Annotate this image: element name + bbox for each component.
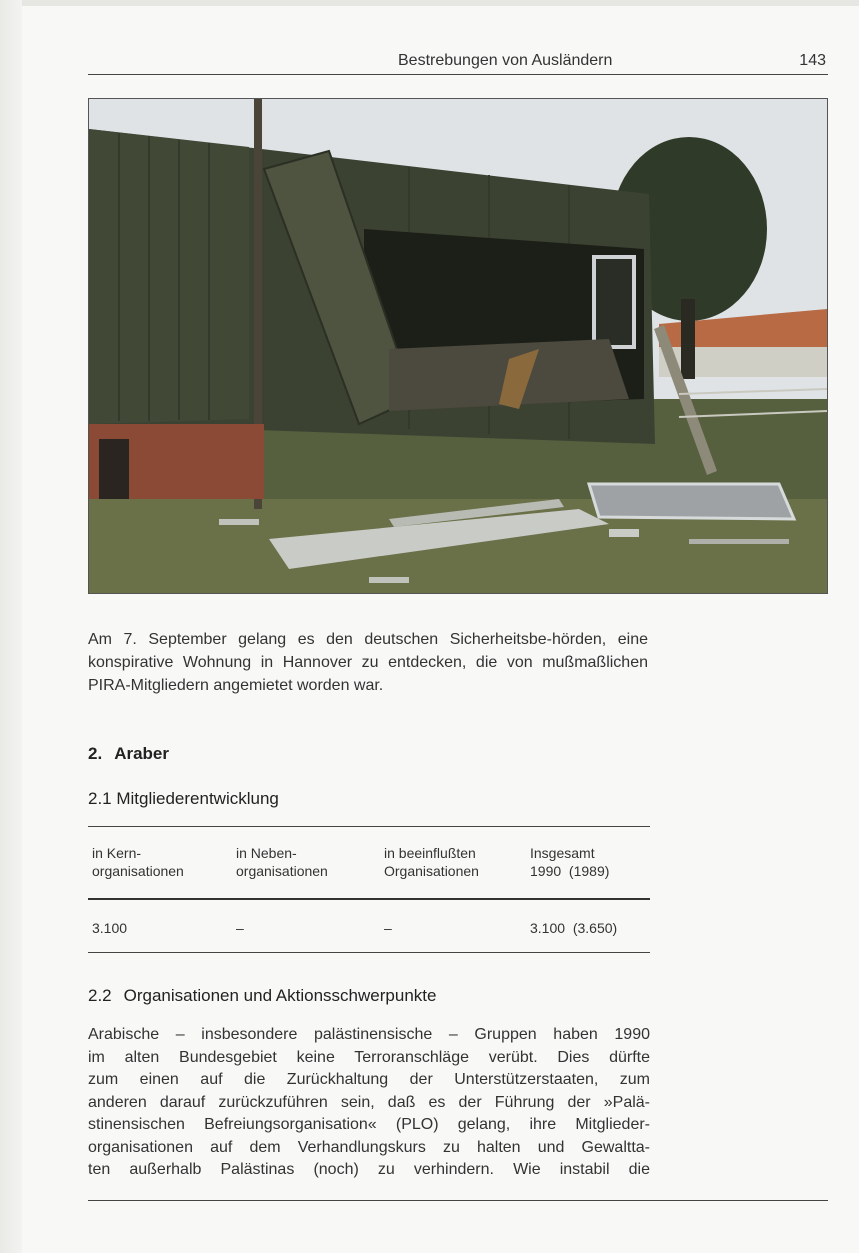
header-line: in Kern- bbox=[92, 845, 142, 861]
damaged-building-photo bbox=[88, 98, 828, 594]
header-line: in Neben- bbox=[236, 845, 297, 861]
subsection-number: 2.2 bbox=[88, 986, 112, 1005]
page-edge-top bbox=[0, 0, 859, 6]
table-cell-influenced: – bbox=[384, 920, 392, 936]
table-cell-total: 3.100 (3.650) bbox=[530, 920, 618, 936]
table-cell-side: – bbox=[236, 920, 244, 936]
table-header-side bbox=[236, 844, 328, 880]
running-title: Bestrebungen von Ausländern bbox=[398, 52, 613, 69]
footer-rule bbox=[88, 1200, 828, 1201]
page-edge-left bbox=[0, 0, 22, 1253]
body-line: anderen darauf zurückzuführen sein, daß es der Führung der »Palä- bbox=[88, 1093, 650, 1111]
table-header-total bbox=[530, 844, 609, 880]
table-rule-mid bbox=[88, 898, 650, 900]
table-rule-top bbox=[88, 826, 650, 827]
header-line: organisationen bbox=[92, 863, 184, 879]
body-line: ten außerhalb Palästinas (noch) zu verhindern. Wie instabil die bbox=[88, 1161, 650, 1178]
photo-illustration bbox=[89, 99, 827, 593]
page-number: 143 bbox=[799, 52, 826, 69]
membership-table bbox=[88, 826, 650, 954]
table-header-core bbox=[92, 844, 184, 880]
body-line: zum einen auf die Zurückhaltung der Unterstützerstaaten, zum bbox=[88, 1071, 650, 1088]
body-line: Arabische – insbesondere palästinensische – Gruppen haben 1990 bbox=[88, 1026, 650, 1043]
subsection-heading-organisations bbox=[88, 986, 436, 1006]
body-line: stinensischen Befreiungsorganisation« (PLO) gelang, ihre Mitglieder- bbox=[88, 1116, 650, 1133]
header-line: Organisationen bbox=[384, 863, 479, 879]
body-line: organisationen auf dem Verhandlungskurs zu halten und Gewaltta- bbox=[88, 1138, 650, 1156]
photo-caption: Am 7. September gelang es den deutschen Sicherheitsbe-hörden, eine konspirative Wohnung in Hannover zu entdecken, die von mußmaßlichen PIRA-Mitgliedern angemietet worden war. bbox=[88, 631, 648, 694]
table-cell-core: 3.100 bbox=[92, 920, 128, 936]
subsection-heading-membership: 2.1 Mitgliederentwicklung bbox=[88, 789, 279, 808]
header-line: Insgesamt bbox=[530, 845, 595, 861]
table-header-influenced bbox=[384, 844, 479, 880]
section-heading bbox=[88, 744, 169, 764]
body-paragraph bbox=[88, 1024, 650, 1182]
header-line: organisationen bbox=[236, 863, 328, 879]
section-title: Araber bbox=[114, 744, 169, 763]
header-line: 1990 (1989) bbox=[530, 863, 610, 879]
header-line: in beeinflußten bbox=[384, 845, 476, 861]
body-line: im alten Bundesgebiet keine Terroranschläge verübt. Dies dürfte bbox=[88, 1048, 650, 1066]
table-rule-bottom bbox=[88, 952, 650, 953]
subsection-title: Organisationen und Aktionsschwerpunkte bbox=[123, 986, 437, 1005]
section-number: 2. bbox=[88, 744, 103, 763]
running-header bbox=[88, 50, 828, 75]
